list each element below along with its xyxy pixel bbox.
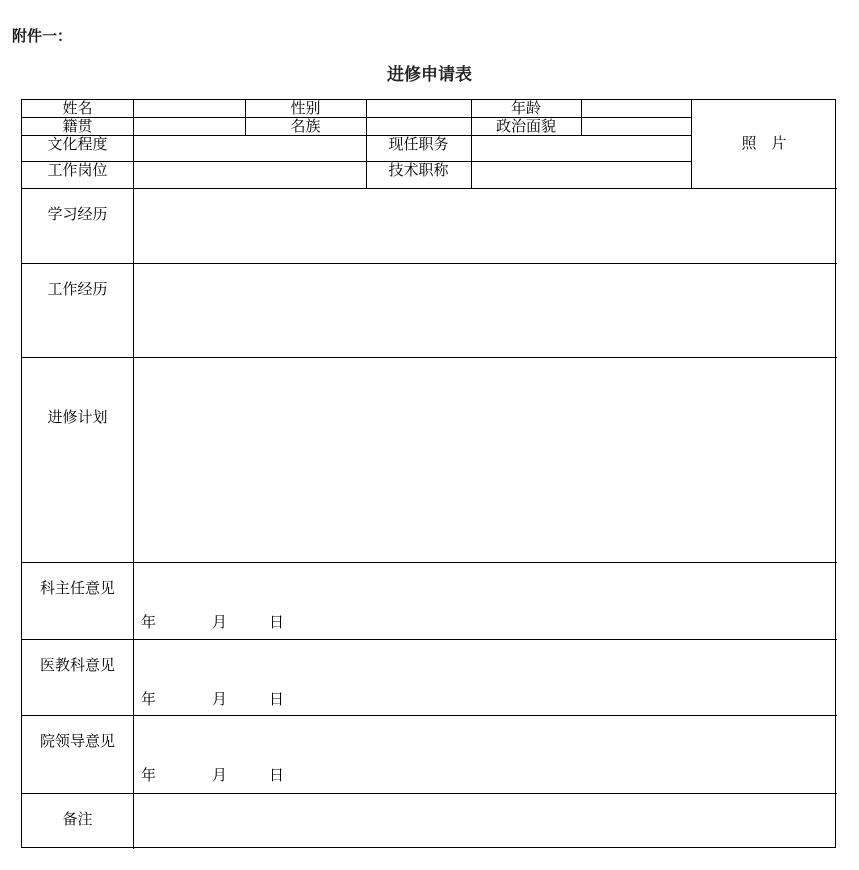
- year-label: 年: [141, 690, 157, 708]
- column-divider: [133, 100, 134, 849]
- year-label: 年: [141, 613, 157, 631]
- row-divider: [22, 562, 837, 563]
- attachment-label: 附件一：: [12, 27, 73, 45]
- row-divider: [22, 263, 837, 264]
- medical-education-opinion-label: 医教科意见: [39, 656, 115, 674]
- day-label: 日: [269, 690, 285, 708]
- tech-title-label: 技术职称: [388, 161, 449, 179]
- row-divider: [22, 357, 837, 358]
- month-label: 月: [212, 766, 228, 784]
- application-form: [21, 99, 836, 848]
- job-post-label: 工作岗位: [47, 161, 108, 179]
- day-label: 日: [269, 613, 285, 631]
- ethnicity-label: 名族: [290, 117, 321, 135]
- native-place-label: 籍贯: [62, 117, 93, 135]
- work-history-label: 工作经历: [47, 280, 108, 298]
- month-label: 月: [212, 690, 228, 708]
- current-position-label: 现任职务: [388, 135, 449, 153]
- month-label: 月: [212, 613, 228, 631]
- dept-director-opinion-label: 科主任意见: [39, 579, 115, 597]
- study-plan-label: 进修计划: [47, 408, 108, 426]
- row-divider: [22, 639, 837, 640]
- photo-label: 照 片: [741, 134, 787, 152]
- row-divider: [22, 715, 837, 716]
- political-status-label: 政治面貌: [495, 117, 556, 135]
- row-divider: [22, 188, 837, 189]
- name-label: 姓名: [62, 99, 93, 117]
- column-divider: [581, 100, 582, 135]
- form-title: 进修申请表: [387, 65, 472, 85]
- hospital-leader-opinion-label: 院领导意见: [39, 732, 115, 750]
- age-label: 年龄: [510, 99, 541, 117]
- row-divider: [22, 793, 837, 794]
- year-label: 年: [141, 766, 157, 784]
- remarks-label: 备注: [62, 810, 93, 828]
- day-label: 日: [269, 766, 285, 784]
- education-label: 文化程度: [47, 135, 108, 153]
- study-history-label: 学习经历: [47, 205, 108, 223]
- gender-label: 性别: [290, 99, 321, 117]
